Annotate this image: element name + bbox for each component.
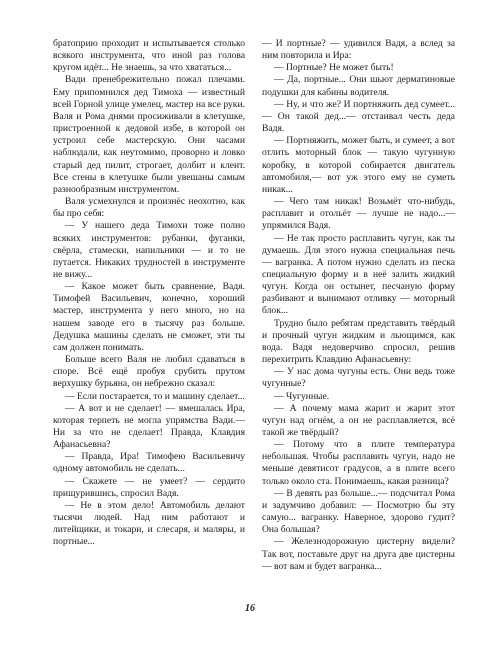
paragraph: — У нашего деда Тимохи тоже полно всяких инструментов: рубанки, фуганки, свёрла, стамески, напильники — и то не путается. Никаких трудностей в инструменте не вижу... — [53, 220, 245, 280]
paragraph: — Правда, Ира! Тимофею Васильевичу одному автомобиль не сделать... — [53, 451, 245, 475]
paragraph: Больше всего Валя не любил сдаваться в споре. Всё ещё пробуя срубить прутом верхушку бурьяна, он небрежно сказал: — [53, 354, 245, 390]
paragraph: — Портные? Не может быть! — [274, 62, 394, 74]
paragraph: — Если постарается, то и машину сделает... — [65, 390, 245, 402]
paragraph: братоприю проходит и испытывается столько всякого инструмента, что иной раз голова кругом идёт... Не знаешь, за что хвататься... — [53, 38, 245, 74]
paragraph: — Да, портные... Они шьют дерматиновые подушки для кабины водителя. — [262, 74, 455, 98]
paragraph: — У нас дома чугуны есть. Они ведь тоже чугунные? — [262, 366, 455, 390]
paragraph: — Не так просто расплавить чугун, как ты думаешь. Для этого нужна специальная печь — вагранка. А потом нужно сделать из песка специальную форму и в неё залить жидкий чугун. Когда он остынет, песчаную форму разбивают и вынимают отливку — моторный блок... — [262, 232, 455, 317]
left-text-column — [53, 38, 245, 549]
paragraph: — Чего там никак! Возьмёт что-нибудь, расплавит и отольёт — лучше не надо...— упрямился Вадя. — [262, 196, 455, 232]
paragraph: — Железнодорожную цистерну видели? Так вот, поставьте друг на друга две цистерны — вот вам и будет вагранка... — [262, 536, 455, 572]
paragraph: — Ну, и что же? И портняжить дед сумеет... — Он такой дед...— отстаивал честь деда Вадя. — [262, 98, 455, 135]
paragraph: — Портняжить, может быть, и сумеет, а вот отлить моторный блок — такую чугунную коробку, в которой собирается двигатель автомобиля,— вот уж этого ему не суметь никак... — [262, 135, 455, 195]
paragraph: — Потому что в плите температура небольшая. Чтобы расплавить чугун, надо не меньше девятисот градусов, а в плите всего только около ста. Понимаешь, какая разница? — [262, 439, 455, 487]
paragraph: Трудно было ребятам представить твёрдый и прочный чугун жидким и льющимся, как вода. Вадя недоверчиво спросил, решив перехитрить Клавдию Афанасьевну: — [262, 317, 455, 366]
paragraph: Вади пренебрежительно пожал плечами. Ему припомнился дед Тимоха — известный всей Горной улице умелец, мастер на все руки. Валя и Рома днями просиживали в клетушке, пристроенной к дедовой избе, в которой он устроил себе мастерскую. Они часами наблюдали, как неутомимо, проворно и ловко старый дед пилит, строгает, долбит и клеит. Все стены в клетушке были увешаны самым разнообразным инструментом. — [53, 74, 245, 195]
right-text-column — [262, 38, 455, 573]
paragraph: — В девять раз больше...— подсчитал Рома и задумчиво добавил: — Посмотрю бы эту самую... вагранку. Наверное, здорово гудит? Она большая? — [262, 487, 455, 536]
paragraph: Валя усмехнулся и произнёс неохотно, как бы про себя: — [53, 196, 245, 220]
paragraph: — Чугунные. — [274, 390, 330, 402]
paragraph: — А почему мама жарит и жарит этот чугун над огнём, а он не расплавляется, всё такой же твёрдый? — [262, 402, 455, 438]
paragraph: — А вот и не сделает! — вмешалась Ира, которая терпеть не могла упрямства Вади.— Ни за что не сделает! Правда, Клавдия Афанасьевна? — [53, 402, 245, 451]
paragraph: — Какое может быть сравнение, Вадя. Тимофей Васильевич, конечно, хороший мастер, инструмента у него много, но на нашем заводе его в тысячу раз больше. Дедушка машины сделать не сможет, эти ты сам должен понимать. — [53, 281, 245, 353]
paragraph: — Не в этом дело! Автомобиль делают тысячи людей. Над ним работают и литейщики, и токари, и слесаря, и маляры, и портные... — [53, 499, 245, 548]
paragraph: — И портные? — удивился Вадя, а вслед за ним повторила и Ира: — [262, 38, 455, 62]
paragraph: — Скажете — не умеет? — сердито прищурившись, спросил Вадя. — [53, 475, 245, 499]
page-number: 16 — [245, 603, 255, 614]
